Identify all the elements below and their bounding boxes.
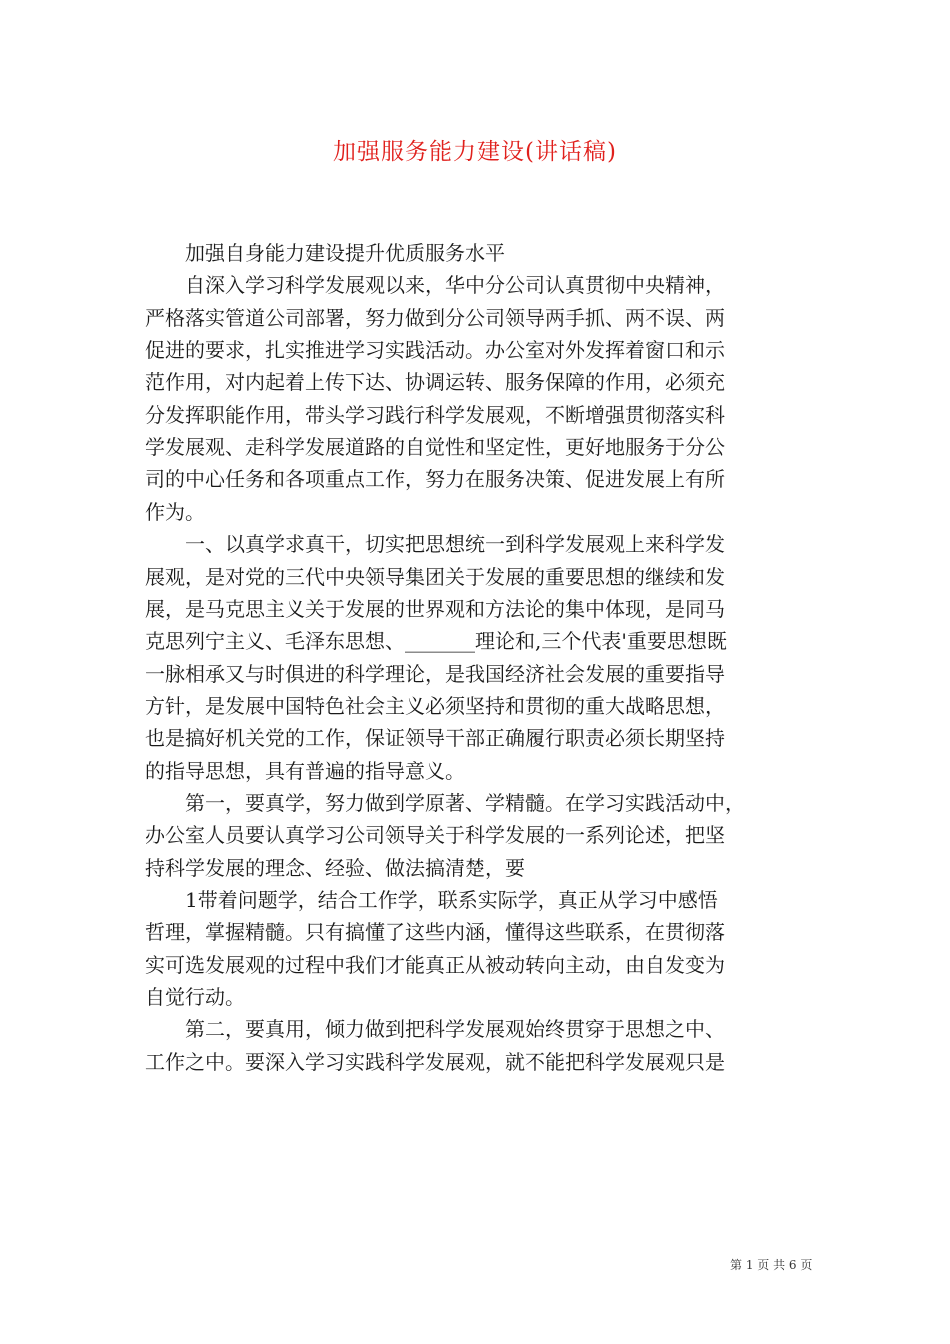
- body-line: 办公室人员要认真学习公司领导关于科学发展的一系列论述，把坚: [145, 823, 725, 847]
- document-title: 加强服务能力建设(讲话稿): [333, 139, 617, 165]
- body-line: 持科学发展的理念、经验、做法搞清楚，要: [145, 856, 525, 880]
- body-line: 工作之中。要深入学习实践科学发展观，就不能把科学发展观只是: [145, 1050, 725, 1074]
- body-line: 学发展观、走科学发展道路的自觉性和坚定性，更好地服务于分公: [145, 435, 725, 459]
- body-line: 范作用，对内起着上传下达、协调运转、服务保障的作用，必须充: [145, 370, 725, 394]
- body-line: 展，是马克思主义关于发展的世界观和方法论的集中体现，是同马: [145, 597, 725, 621]
- body-line: 展观，是对党的三代中央领导集团关于发展的重要思想的继续和发: [145, 565, 725, 589]
- page-number: 第 1 页 共 6 页: [730, 1258, 813, 1272]
- body-line: 实可选发展观的过程中我们才能真正从被动转向主动，由自发变为: [145, 953, 725, 977]
- body-line: 分发挥职能作用，带头学习践行科学发展观，不断增强贯彻落实科: [145, 403, 725, 427]
- body-line: 哲理，掌握精髓。只有搞懂了这些内涵，懂得这些联系，在贯彻落: [145, 920, 725, 944]
- body-line: 司的中心任务和各项重点工作，努力在服务决策、促进发展上有所: [145, 467, 725, 491]
- body-line: 一脉相承又与时俱进的科学理论，是我国经济社会发展的重要指导: [145, 662, 725, 686]
- body-line: 第一，要真学，努力做到学原著、学精髓。在学习实践活动中，: [145, 791, 745, 815]
- body-line: 严格落实管道公司部署，努力做到分公司领导两手抓、两不误、两: [145, 306, 725, 330]
- body-line: 自深入学习科学发展观以来，华中分公司认真贯彻中央精神，: [145, 273, 725, 297]
- body-line: 克思列宁主义、毛泽东思想、_______理论和,三个代表'重要思想既: [145, 629, 727, 653]
- body-line: 促进的要求，扎实推进学习实践活动。办公室对外发挥着窗口和示: [145, 338, 725, 362]
- body-line: 也是搞好机关党的工作，保证领导干部正确履行职责必须长期坚持: [145, 726, 725, 750]
- body-line: 自觉行动。: [145, 985, 245, 1009]
- body-line: 的指导思想，具有普遍的指导意义。: [145, 759, 465, 783]
- body-line: 方针，是发展中国特色社会主义必须坚持和贯彻的重大战略思想，: [145, 694, 725, 718]
- body-line: 一、以真学求真干，切实把思想统一到科学发展观上来科学发: [145, 532, 725, 556]
- body-line: 加强自身能力建设提升优质服务水平: [145, 241, 505, 265]
- body-line: 第二，要真用，倾力做到把科学发展观始终贯穿于思想之中、: [145, 1017, 725, 1041]
- body-line: 作为。: [145, 500, 205, 524]
- body-line: 1带着问题学，结合工作学，联系实际学，真正从学习中感悟: [145, 888, 718, 912]
